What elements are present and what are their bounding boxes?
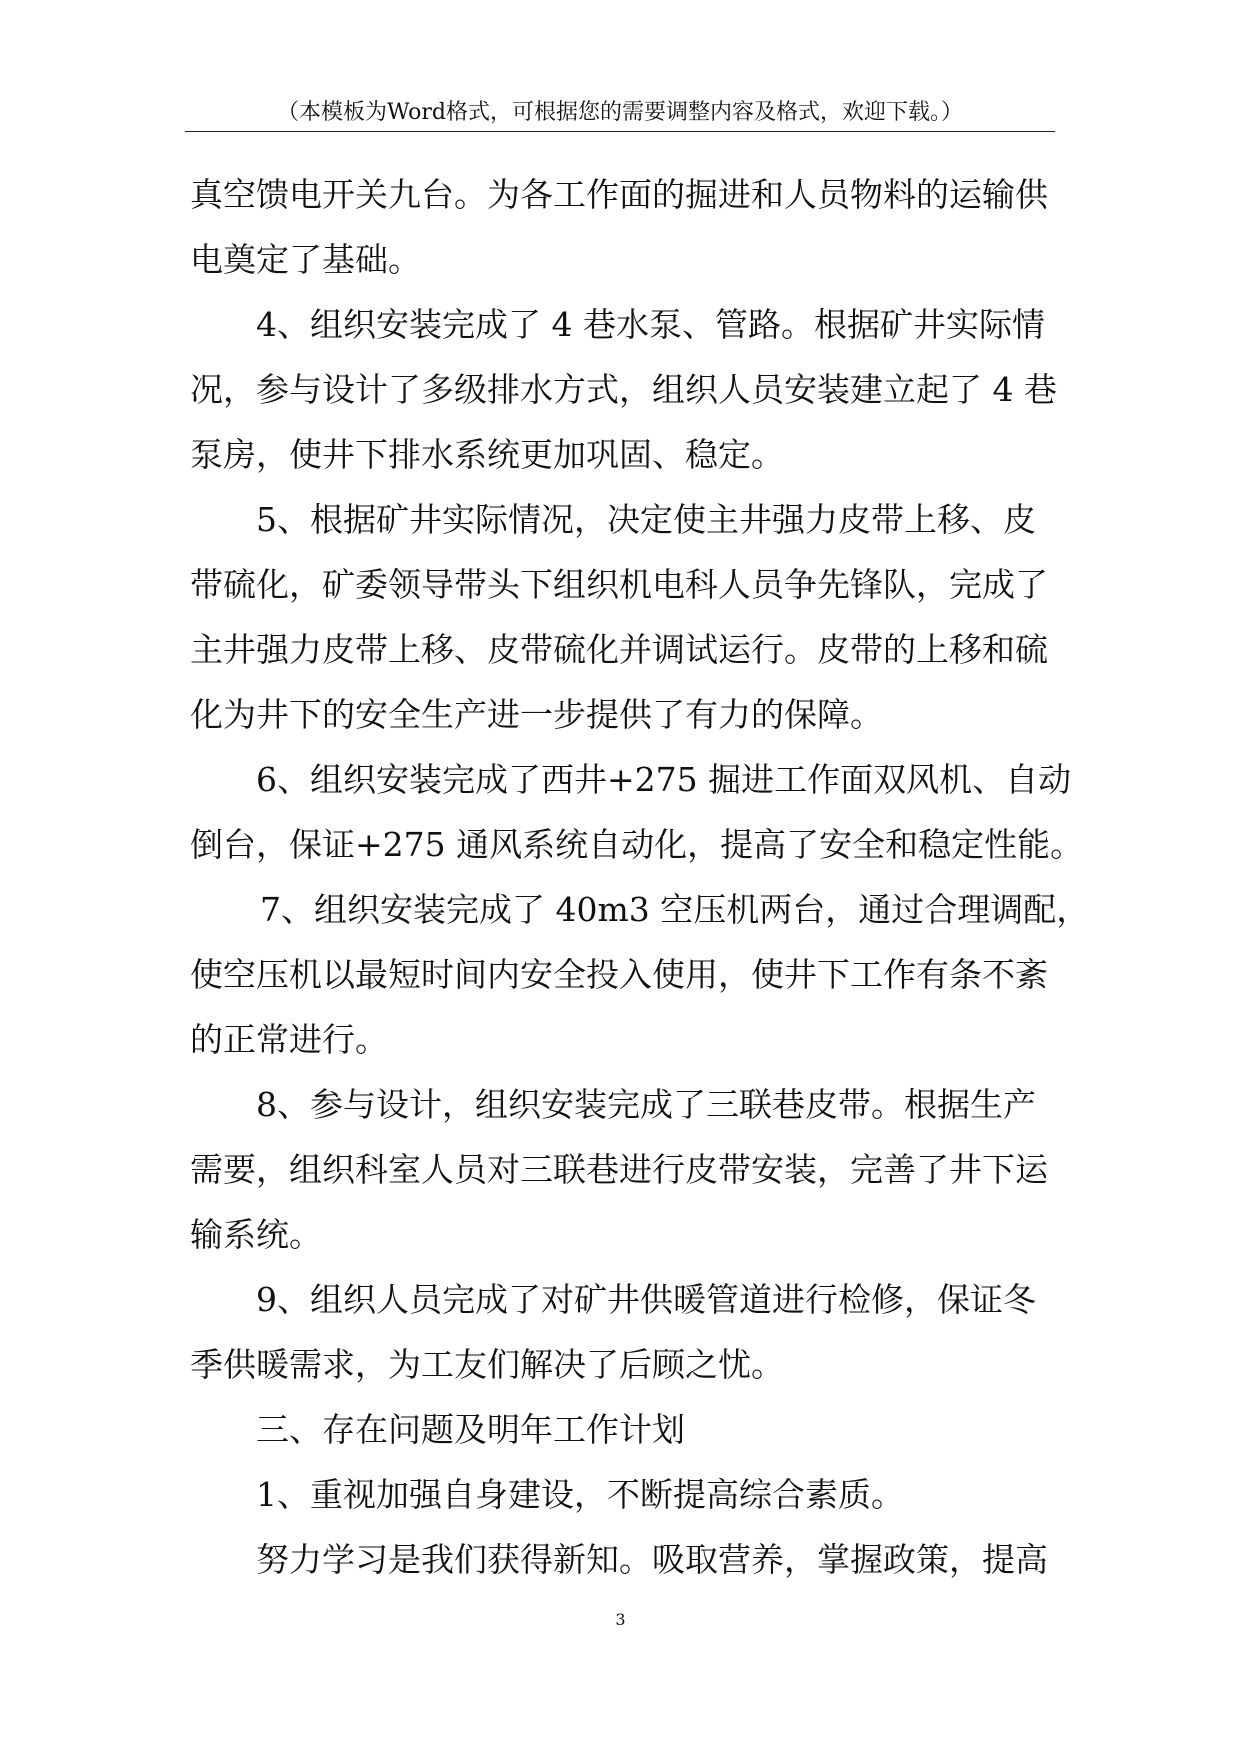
body-line: 真空馈电开关九台。为各工作面的掘进和人员物料的运输供 [190, 175, 1048, 214]
body-line: 电奠定了基础。 [190, 240, 421, 279]
body-line: 9、组织人员完成了对矿井供暖管道进行检修，保证冬 [256, 1280, 1036, 1319]
document-body [190, 162, 1090, 1592]
section-heading: 三、存在问题及明年工作计划 [256, 1410, 685, 1449]
body-line: 6、组织安装完成了西井+275 掘进工作面双风机、自动 [256, 760, 1072, 799]
body-line: 需要，组织科室人员对三联巷进行皮带安装，完善了井下运 [190, 1150, 1048, 1189]
body-line: 主井强力皮带上移、皮带硫化并调试运行。皮带的上移和硫 [190, 630, 1048, 669]
body-line: 使空压机以最短时间内安全投入使用，使井下工作有条不紊 [190, 955, 1048, 994]
body-line: 5、根据矿井实际情况，决定使主井强力皮带上移、皮 [256, 500, 1036, 539]
body-line: 输系统。 [190, 1215, 322, 1254]
body-line: 化为井下的安全生产进一步提供了有力的保障。 [190, 695, 883, 734]
body-line: 7、组织安装完成了 40m3 空压机两台，通过合理调配， [260, 890, 1090, 929]
body-line: 的正常进行。 [190, 1020, 388, 1059]
body-line: 泵房，使井下排水系统更加巩固、稳定。 [190, 435, 784, 474]
body-line: 带硫化，矿委领导带头下组织机电科人员争先锋队，完成了 [190, 565, 1048, 604]
body-line: 况，参与设计了多级排水方式，组织人员安装建立起了 4 巷 [190, 370, 1057, 409]
body-line: 1、重视加强自身建设，不断提高综合素质。 [256, 1475, 904, 1514]
template-header-note: （本模板为Word格式，可根据您的需要调整内容及格式，欢迎下载。） [277, 100, 963, 125]
body-line: 4、组织安装完成了 4 巷水泵、管路。根据矿井实际情 [256, 305, 1045, 344]
body-line: 努力学习是我们获得新知。吸取营养，掌握政策，提高 [256, 1540, 1048, 1579]
body-line: 8、参与设计，组织安装完成了三联巷皮带。根据生产 [256, 1085, 1036, 1124]
body-line: 季供暖需求，为工友们解决了后顾之忧。 [190, 1345, 784, 1384]
header-divider [185, 131, 1055, 132]
body-line: 倒台，保证+275 通风系统自动化，提高了安全和稳定性能。 [190, 825, 1084, 864]
page-number: 3 [615, 1610, 626, 1629]
